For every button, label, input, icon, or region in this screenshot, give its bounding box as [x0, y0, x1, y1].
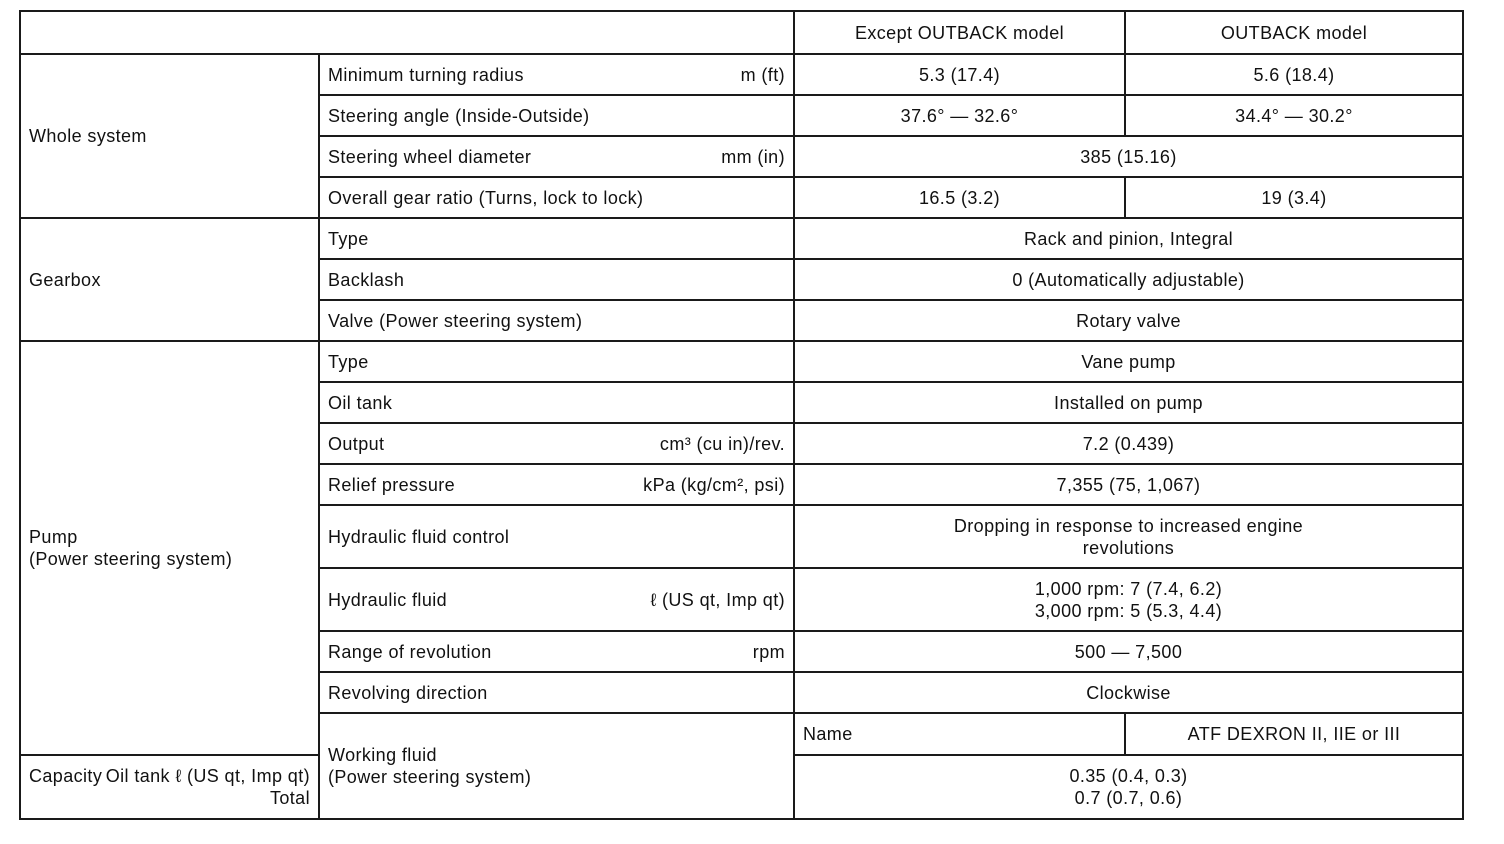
header-row — [20, 11, 1463, 54]
param-label: Oil tank — [319, 382, 794, 423]
param-label: Minimum turning radius — [328, 64, 524, 85]
group-pump-title: Pump — [29, 527, 78, 547]
group-pump — [20, 341, 319, 755]
steering-spec-table — [19, 10, 1464, 820]
value-common: Installed on pump — [794, 382, 1463, 423]
param-unit: ℓ (US qt, Imp qt) — [650, 589, 785, 610]
value-common — [794, 568, 1463, 631]
param-unit — [106, 765, 310, 809]
group-working-fluid — [319, 713, 794, 819]
param-label: Output — [328, 433, 385, 454]
param-unit: rpm — [752, 641, 785, 662]
param-unit: mm (in) — [721, 146, 785, 167]
value-common: 0 (Automatically adjustable) — [794, 259, 1463, 300]
value-common — [794, 755, 1463, 819]
value-outback: 19 (3.4) — [1125, 177, 1463, 218]
param-cell — [20, 755, 319, 819]
value-common: 385 (15.16) — [794, 136, 1463, 177]
param-cell — [319, 136, 794, 177]
param-cell — [319, 423, 794, 464]
param-label: Backlash — [319, 259, 794, 300]
value-except: 37.6° — 32.6° — [794, 95, 1125, 136]
group-pump-subtitle: (Power steering system) — [29, 549, 233, 569]
table-row — [20, 341, 1463, 382]
value-common — [794, 505, 1463, 568]
header-except-outback: Except OUTBACK model — [794, 11, 1125, 54]
param-label: Type — [319, 218, 794, 259]
table-row — [20, 218, 1463, 259]
group-gearbox: Gearbox — [20, 218, 319, 341]
param-label: Capacity — [29, 766, 103, 786]
param-cell — [319, 54, 794, 95]
value-common: ATF DEXRON II, IIE or III — [1125, 713, 1463, 755]
table-row — [20, 54, 1463, 95]
param-label: Name — [794, 713, 1125, 755]
value-except: 16.5 (3.2) — [794, 177, 1125, 218]
value-common: Clockwise — [794, 672, 1463, 713]
group-whole-system: Whole system — [20, 54, 319, 218]
value-line: Dropping in response to increased engine — [953, 515, 1304, 536]
capacity-unit-total: Total — [269, 788, 310, 808]
param-unit: m (ft) — [740, 64, 785, 85]
param-unit: kPa (kg/cm², psi) — [643, 474, 785, 495]
param-label: Hydraulic fluid — [328, 589, 448, 610]
group-working-fluid-subtitle: (Power steering system) — [328, 767, 532, 787]
value-line: revolutions — [1082, 537, 1175, 558]
header-blank-cell — [20, 11, 794, 54]
value-line: 0.35 (0.4, 0.3) — [1069, 766, 1188, 786]
value-common: 7,355 (75, 1,067) — [794, 464, 1463, 505]
param-label: Range of revolution — [328, 641, 492, 662]
value-outback: 5.6 (18.4) — [1125, 54, 1463, 95]
value-common: 7.2 (0.439) — [794, 423, 1463, 464]
param-label: Valve (Power steering system) — [319, 300, 794, 341]
value-common: Rotary valve — [794, 300, 1463, 341]
param-label: Relief pressure — [328, 474, 456, 495]
param-label: Revolving direction — [319, 672, 794, 713]
value-line: 3,000 rpm: 5 (5.3, 4.4) — [1034, 600, 1223, 621]
param-label: Type — [319, 341, 794, 382]
param-unit: cm³ (cu in)/rev. — [659, 433, 785, 454]
group-working-fluid-title: Working fluid — [328, 745, 437, 765]
param-label: Overall gear ratio (Turns, lock to lock) — [319, 177, 794, 218]
value-except: 5.3 (17.4) — [794, 54, 1125, 95]
param-label: Steering angle (Inside-Outside) — [319, 95, 794, 136]
value-outback: 34.4° — 30.2° — [1125, 95, 1463, 136]
param-cell — [319, 568, 794, 631]
param-cell — [319, 464, 794, 505]
value-common: 500 — 7,500 — [794, 631, 1463, 672]
param-label: Steering wheel diameter — [328, 146, 532, 167]
param-label: Hydraulic fluid control — [319, 505, 794, 568]
value-line: 0.7 (0.7, 0.6) — [1074, 788, 1183, 808]
value-common: Vane pump — [794, 341, 1463, 382]
param-cell — [319, 631, 794, 672]
value-common: Rack and pinion, Integral — [794, 218, 1463, 259]
capacity-unit-oil-tank: Oil tank ℓ (US qt, Imp qt) — [105, 766, 310, 786]
value-line: 1,000 rpm: 7 (7.4, 6.2) — [1034, 578, 1223, 599]
header-outback: OUTBACK model — [1125, 11, 1463, 54]
